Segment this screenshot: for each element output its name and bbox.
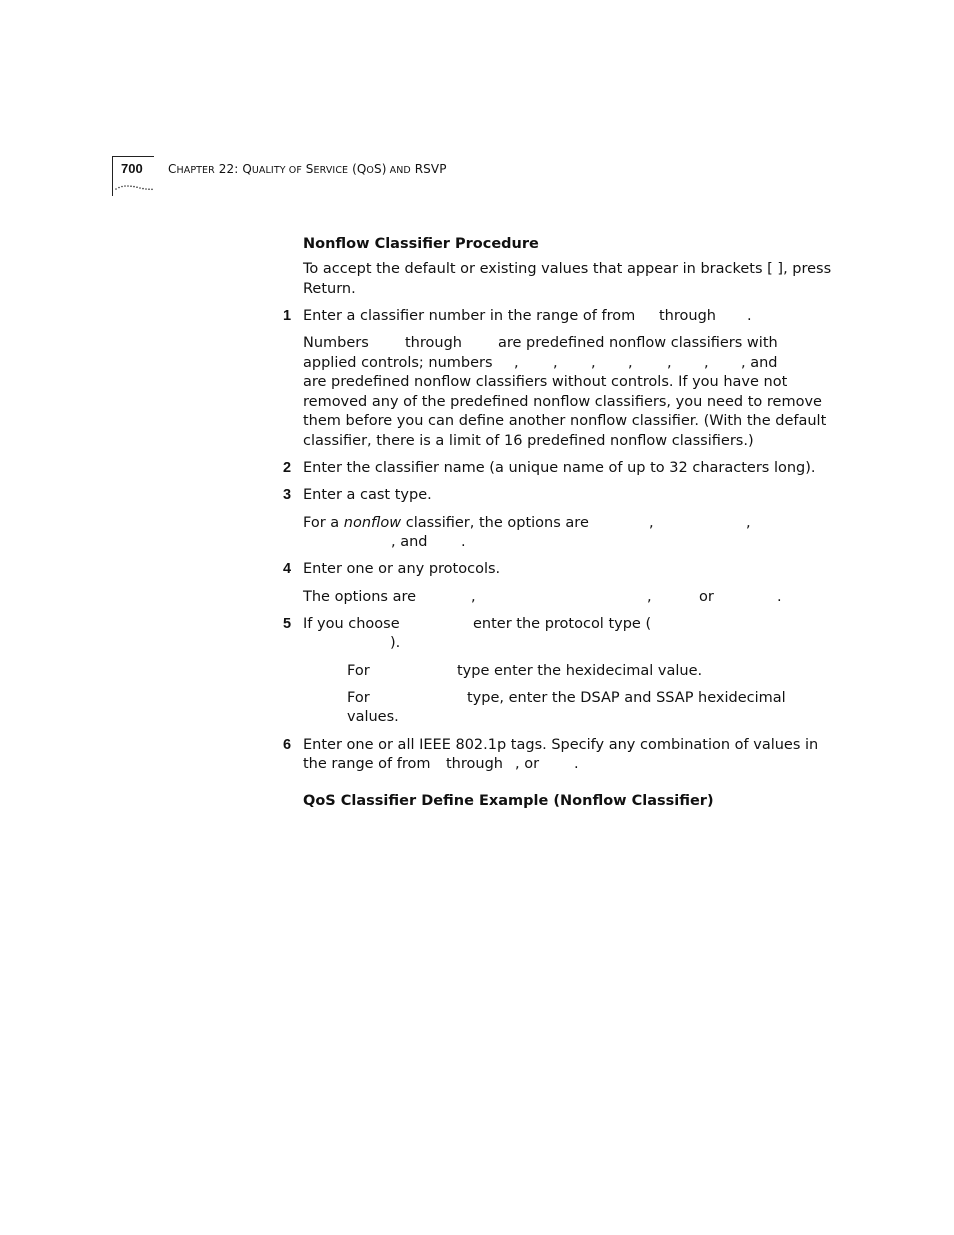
header-rule-vertical — [112, 156, 113, 196]
step-para-text: applied controls; numbers — [303, 355, 493, 371]
step-para-text: , — [649, 515, 654, 531]
step-para-text: . — [777, 589, 782, 605]
step-para-text: , — [471, 589, 476, 605]
step-para-text: , — [746, 515, 751, 531]
header-dotted-ornament — [115, 183, 155, 191]
step-para-text: Numbers — [303, 335, 369, 351]
step-para-text: . — [461, 534, 466, 550]
step-text: through — [446, 756, 503, 772]
step-text: Enter one or all IEEE 802.1p tags. Specify any combination of values in — [303, 737, 819, 753]
section-heading: Nonflow Classifier Procedure — [303, 236, 539, 252]
step-para-text: For a nonflow classifier, the options are — [303, 515, 589, 531]
step-text: . — [574, 756, 579, 772]
step-para-text: , — [704, 355, 709, 371]
sub-item-text: values. — [347, 709, 399, 725]
step-para-text: , — [553, 355, 558, 371]
intro-line: Return. — [303, 281, 356, 297]
section-heading: QoS Classifier Define Example (Nonflow Classifier) — [303, 793, 714, 809]
step-text: . — [747, 308, 752, 324]
step-para-text: , — [647, 589, 652, 605]
step-para-text: them before you can define another nonflow classifier. (With the default — [303, 413, 827, 429]
step-text: If you choose — [303, 616, 400, 632]
step-para-text: removed any of the predefined nonflow classifiers, you need to remove — [303, 394, 822, 410]
step-text: Enter the classifier name (a unique name of up to 32 characters long). — [303, 460, 816, 476]
intro-line: To accept the default or existing values that appear in brackets [ ], press — [303, 261, 832, 277]
sub-item-text: For — [347, 663, 370, 679]
step-text: Enter one or any protocols. — [303, 561, 501, 577]
step-para-text: The options are — [303, 589, 417, 605]
step-para-text: , — [514, 355, 519, 371]
step-text: , or — [515, 756, 540, 772]
page-number: 700 — [121, 161, 143, 176]
step-number: 1 — [283, 308, 292, 324]
step-para-text: , and — [391, 534, 428, 550]
step-para-text: through — [405, 335, 462, 351]
step-para-text: classifier, there is a limit of 16 predefined nonflow classifiers.) — [303, 433, 754, 449]
step-text: enter the protocol type ( — [473, 616, 652, 632]
step-para-text: , and — [741, 355, 778, 371]
step-text: the range of from — [303, 756, 431, 772]
step-number: 2 — [283, 460, 292, 476]
step-para-text: are predefined nonflow classifiers with — [498, 335, 778, 351]
step-text: through — [659, 308, 716, 324]
step-number: 4 — [283, 561, 292, 577]
sub-item-text: For — [347, 690, 370, 706]
step-para-text: , — [628, 355, 633, 371]
step-number: 6 — [283, 737, 292, 753]
step-para-text: or — [699, 589, 714, 605]
header-rule-horizontal — [112, 156, 154, 157]
step-para-text: are predefined nonflow classifiers without controls. If you have not — [303, 374, 788, 390]
chapter-title: CHAPTER 22: QUALITY OF SERVICE (QOS) AND RSVP — [168, 162, 447, 176]
step-para-text: , — [591, 355, 596, 371]
step-text: Enter a classifier number in the range of from — [303, 308, 636, 324]
step-para-text: , — [667, 355, 672, 371]
step-number: 3 — [283, 487, 292, 503]
sub-item-text: type enter the hexidecimal value. — [457, 663, 703, 679]
step-number: 5 — [283, 616, 292, 632]
step-text: ). — [390, 635, 401, 651]
sub-item-text: type, enter the DSAP and SSAP hexidecimal — [467, 690, 786, 706]
step-text: Enter a cast type. — [303, 487, 432, 503]
